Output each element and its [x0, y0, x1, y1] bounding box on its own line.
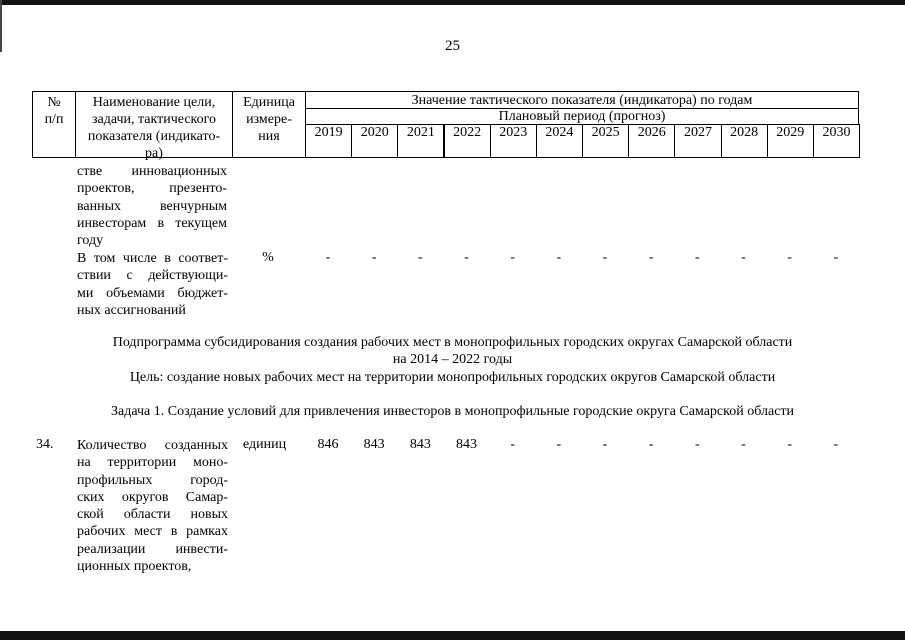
text-line: на территории моно-: [77, 455, 228, 471]
subprogram-title: Подпрограмма субсидирования создания рабочих мест в монопрофильных городских округах Самарской области: [112, 335, 793, 350]
page-number: 25: [445, 38, 460, 54]
sub-row-unit: %: [262, 250, 274, 265]
text-line: ствии с действующи-: [77, 268, 228, 284]
scan-border-top: [0, 0, 905, 5]
text-line: В том числе в соответ-: [77, 251, 228, 266]
text-line: ми объемами бюджет-: [77, 285, 228, 301]
task-heading: Задача 1. Создание условий для привлечения инвесторов в монопрофильные городские округа Самарской области: [110, 404, 795, 419]
header-year: 2021: [397, 124, 444, 158]
value-cell: -: [464, 250, 469, 265]
header-unit: Единица измере- ния: [232, 91, 306, 158]
text-line: ских округов Самар-: [77, 489, 228, 505]
continued-row-text: [77, 163, 227, 249]
value-cell: -: [371, 250, 377, 265]
header-year: 2020: [351, 124, 398, 158]
subprogram-years: на 2014 – 2022 годы: [392, 352, 513, 367]
header-year: 2025: [582, 124, 629, 158]
text-line: стве инновационных: [77, 164, 227, 179]
subprogram-goal: Цель: создание новых рабочих мест на территории монопрофильных городских округов Самарской области: [129, 370, 776, 385]
value-cell: -: [741, 437, 746, 452]
value-cell: -: [556, 250, 562, 265]
value-cell: -: [510, 250, 515, 265]
text-line: году: [77, 233, 104, 249]
header-name: Наименование цели, задачи, тактического показателя (индикато- ра): [75, 91, 233, 158]
text-line: инвесторам в текущем: [77, 215, 227, 231]
text-line: рабочих мест в рамках: [77, 524, 228, 540]
text-line: ных ассигнований: [77, 302, 186, 318]
value-cell: -: [602, 437, 608, 452]
value-cell: -: [648, 437, 654, 452]
header-value-group: Значение тактического показателя (индикатора) по годам: [305, 91, 859, 109]
header-period: Плановый период (прогноз): [305, 108, 859, 125]
value-cell: 843: [409, 437, 431, 452]
text-line: ской области новых: [77, 507, 228, 523]
value-cell: -: [602, 250, 608, 265]
header-number: № п/п: [32, 91, 76, 158]
value-cell: -: [556, 437, 562, 452]
header-year: 2022: [444, 124, 491, 158]
header-year: 2030: [813, 124, 860, 158]
header-year: 2026: [628, 124, 675, 158]
value-cell: 843: [363, 437, 385, 452]
row-34-number: 34.: [36, 437, 54, 452]
value-cell: -: [787, 250, 793, 265]
header-year: 2029: [767, 124, 814, 158]
header-year: 2019: [305, 124, 352, 158]
text-line: Количество созданных: [77, 438, 228, 453]
value-cell: -: [833, 250, 839, 265]
row-34-unit: единиц: [243, 437, 287, 452]
sub-row-text: [77, 250, 228, 319]
text-line: профильных город-: [77, 472, 228, 488]
header-year: 2027: [674, 124, 721, 158]
value-cell: 846: [317, 437, 339, 452]
text-line: ванных венчурным: [77, 198, 227, 214]
scan-border-bottom: [0, 631, 905, 640]
text-line: проектов, презенто-: [77, 181, 227, 197]
value-cell: -: [833, 437, 839, 452]
text-line: реализации инвести-: [77, 541, 228, 557]
value-cell: -: [787, 437, 793, 452]
value-cell: -: [695, 437, 700, 452]
text-line: ционных проектов,: [77, 559, 192, 575]
value-cell: -: [325, 250, 331, 265]
value-cell: -: [741, 250, 746, 265]
value-cell: -: [648, 250, 654, 265]
value-cell: 843: [456, 437, 477, 452]
value-cell: -: [417, 250, 423, 265]
header-year: 2023: [490, 124, 537, 158]
header-year: 2028: [721, 124, 768, 158]
value-cell: -: [510, 437, 515, 452]
value-cell: -: [695, 250, 700, 265]
row-34-text: [77, 437, 228, 575]
header-year: 2024: [536, 124, 583, 158]
